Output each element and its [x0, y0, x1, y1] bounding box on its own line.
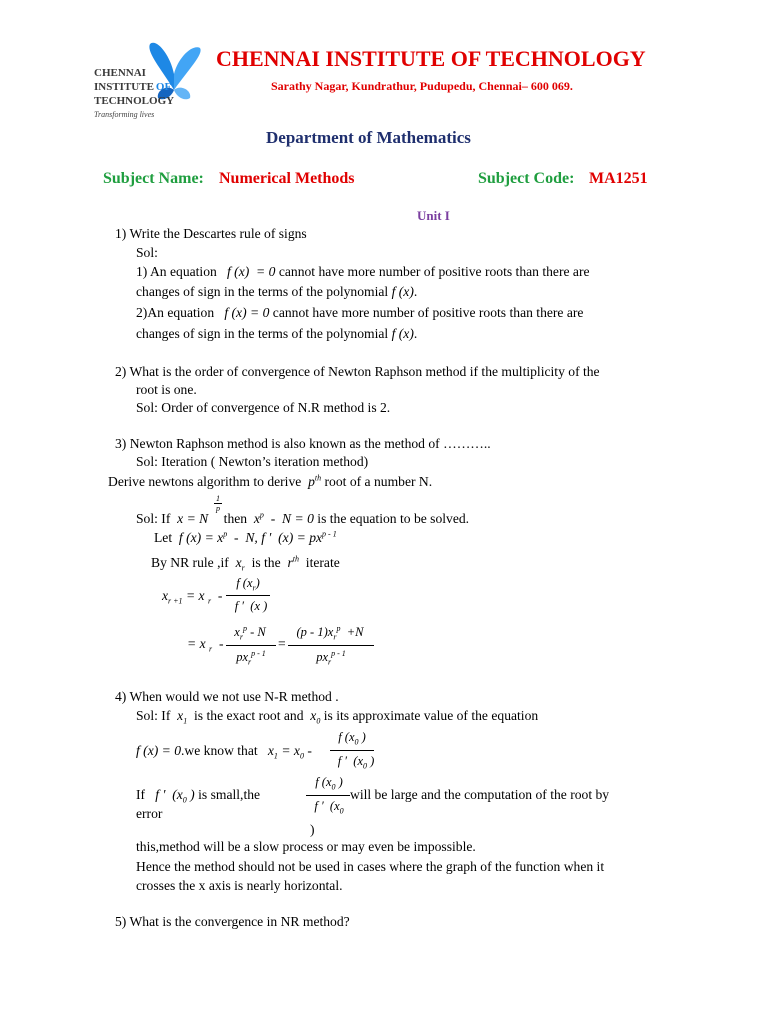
q3-sol-if-line	[136, 510, 469, 528]
q1-p2-b: cannot have more number of positive roots than there are	[272, 305, 584, 320]
q4-hence1: Hence the method should not be used in cases where the graph of the function when it	[136, 859, 605, 874]
q4-small: is small,the	[198, 787, 261, 802]
q4-weknow-line	[136, 742, 312, 760]
q4-line1: 4) When would we not use N-R method .	[115, 689, 339, 704]
q4-large: will be large and the computation of the root by	[350, 787, 610, 802]
q3-result-eq: =	[278, 636, 286, 651]
q3-iter-den: f ′ (x )	[234, 599, 268, 613]
subject-name-label: Subject Name:	[103, 170, 204, 187]
q3-exponent-1-over-p: 1 p	[216, 494, 220, 513]
q4-hence2: crosses the x axis is nearly horizontal.	[136, 878, 343, 893]
logo-tagline: Transforming lives	[94, 110, 155, 119]
logo-line1: CHENNAI	[94, 67, 146, 79]
logo-of: OF	[155, 81, 172, 93]
q3-let-line	[154, 529, 337, 547]
q4-approx: is its approximate value of the equation	[323, 708, 539, 723]
q2-sol: Sol: Order of convergence of N.R method is 2.	[136, 400, 391, 415]
q3-pth: $p^{th}$	[304, 473, 322, 489]
q1-eq2: f (x) = 0	[217, 305, 270, 320]
q4-frac1-num: f ($x_0$ )	[338, 730, 366, 747]
subject-code: MA1251	[589, 170, 648, 187]
q1-fx1: f (x)	[391, 284, 414, 299]
q1-question: 1) Write the Descartes rule of signs	[115, 226, 307, 241]
q3-result-lhs: = x $_r$ -	[187, 636, 224, 654]
q1-fx2: f (x)	[391, 326, 414, 341]
q4-x1-eq: $x_1 = x_0$ -	[261, 743, 312, 761]
q1-sol: Sol:	[136, 245, 158, 260]
q1-point2-line1	[136, 304, 583, 322]
q4-error: error	[136, 806, 163, 821]
q3-let-eq: f $(x) = x^p - N$, f ′ $(x) = px^{p - 1}$	[175, 529, 337, 545]
q1-point1-line2: changes of sign in the terms of the polynomial f (x).	[136, 284, 418, 299]
q3-line1: 3) Newton Raphson method is also known as the method of ………..	[115, 436, 491, 451]
institute-logo	[94, 40, 204, 120]
q3-result-bar2	[288, 645, 374, 646]
q3-result-num1: $x_r^p$ - N	[234, 623, 266, 642]
q4-frac2-paren: )	[310, 822, 315, 837]
q4-slow: this,method will be a slow process or may even be impossible.	[136, 839, 476, 854]
q3-xr: $x_r$	[232, 555, 245, 573]
q3-then: then	[223, 511, 248, 526]
q4-frac2-num: f ($x_0$ )	[315, 775, 343, 792]
q1-point1-line1	[136, 263, 590, 281]
q4-frac2-bar	[306, 795, 350, 796]
q4-fprime-x0: f ′ ($x_0$ )	[148, 787, 195, 805]
q1-p2-c: changes of sign in the terms of the polynomial	[136, 326, 389, 341]
logo-line2: INSTITUTE	[94, 81, 154, 93]
logo-line2-wrap	[94, 80, 171, 94]
q4-frac1-bar	[330, 750, 374, 751]
institute-title: CHENNAI INSTITUTE OF TECHNOLOGY	[216, 46, 646, 71]
q1-p2-a: 2)An equation	[136, 305, 215, 320]
q4-sol-if: Sol: If	[136, 708, 171, 723]
q3-is-the: is the	[251, 555, 281, 570]
q3-xp-n: $x^p - N = 0$	[250, 510, 314, 526]
q3-result-num2: $(p - 1)x_r^p +N$	[296, 623, 364, 642]
q4-we-know: .we know that	[181, 743, 258, 758]
q4-x1: $x_1$	[173, 708, 188, 726]
q4-if: If	[136, 787, 146, 802]
q3-solved: is the equation to be solved.	[317, 511, 470, 526]
q1-eq1: f (x) = 0	[220, 264, 276, 279]
q3-derive-a: Derive newtons algorithm to derive	[108, 474, 302, 489]
q3-iter-num: f $(x_r)$	[236, 576, 260, 593]
q1-p1-c: changes of sign in the terms of the polynomial	[136, 284, 389, 299]
q3-sol-if: Sol: If	[136, 511, 171, 526]
q3-iter-bar	[226, 595, 270, 596]
q2-line2: root is one.	[136, 382, 197, 397]
q3-derive	[108, 473, 432, 491]
q3-iter-lhs: $x_{r +1} = x$ $_r$ -	[162, 588, 223, 606]
q1-p1-a: 1) An equation	[136, 264, 217, 279]
q3-result-den2: $px_r^{p - 1}$	[316, 648, 346, 667]
q3-let: Let	[154, 530, 173, 545]
logo-line3: TECHNOLOGY	[94, 95, 175, 107]
department-title: Department of Mathematics	[266, 128, 471, 147]
unit-heading: Unit I	[417, 208, 450, 223]
q4-sol-line	[136, 707, 538, 725]
subject-name: Numerical Methods	[219, 170, 355, 187]
institute-address: Sarathy Nagar, Kundrathur, Pudupedu, Chennai– 600 069.	[271, 79, 573, 93]
q3-nr-rule: By NR rule ,if	[151, 555, 229, 570]
q4-x0: $x_0$	[306, 708, 321, 726]
q3-derive-b: root of a number N.	[324, 474, 433, 489]
q2-line1: 2) What is the order of convergence of Newton Raphson method if the multiplicity of the	[115, 364, 600, 379]
q3-sol: Sol: Iteration ( Newton’s iteration method)	[136, 454, 369, 469]
q1-p1-b: cannot have more number of positive roots than there are	[278, 264, 590, 279]
q3-rth: $r^{th}$	[284, 554, 299, 570]
q4-exact: is the exact root and	[194, 708, 304, 723]
q1-point2-line2: changes of sign in the terms of the polynomial f (x).	[136, 326, 418, 341]
q3-iterate: iterate	[305, 555, 340, 570]
q4-frac2-den: f ′ ($x_0$	[314, 799, 344, 816]
q3-x-eq-n: x = N	[173, 511, 209, 526]
q4-if-line	[136, 786, 260, 804]
q5-line1: 5) What is the convergence in NR method?	[115, 914, 350, 929]
q3-result-den1: $px_r^{p - 1}$	[236, 648, 266, 667]
q4-frac1-den: f ′ ($x_0$ )	[337, 754, 375, 771]
q3-result-bar1	[226, 645, 276, 646]
q4-fx-eq0: f (x) = 0	[136, 743, 182, 758]
q3-nr-rule-line	[151, 554, 340, 572]
subject-code-label: Subject Code:	[478, 170, 575, 187]
